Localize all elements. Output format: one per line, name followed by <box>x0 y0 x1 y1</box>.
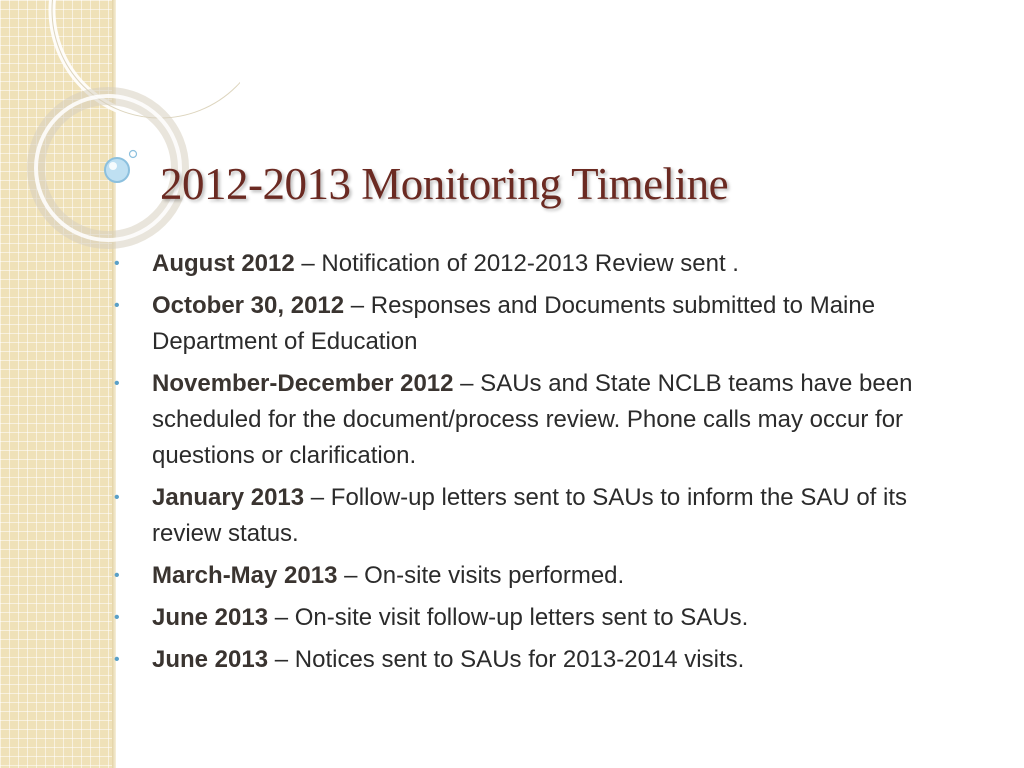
timeline-item-nov-dec-2012 <box>114 366 914 474</box>
timeline-date: October 30, 2012 <box>152 292 345 319</box>
timeline-item-august-2012 <box>114 246 914 282</box>
timeline-item-october-2012 <box>114 288 914 360</box>
timeline-description: – Notification of 2012-2013 Review sent . <box>294 250 739 277</box>
timeline-description: – SAUs and State NCLB teams have been scheduled for the document/process review. Phone calls may occur for questions or clarification. <box>152 370 913 469</box>
bullet-icon: • <box>114 609 120 626</box>
timeline-description: – Follow-up letters sent to SAUs to inform the SAU of its review status. <box>152 484 908 547</box>
timeline-description: – On-site visits performed. <box>337 562 625 589</box>
bullet-icon: • <box>114 651 120 668</box>
timeline-date: June 2013 <box>152 604 269 631</box>
timeline-date: June 2013 <box>152 646 269 673</box>
timeline-description: – Responses and Documents submitted to Maine Department of Education <box>152 292 876 355</box>
bullet-icon: • <box>114 489 120 506</box>
bullet-icon: • <box>114 297 120 314</box>
timeline-date: January 2013 <box>152 484 305 511</box>
timeline-date: March-May 2013 <box>152 562 338 589</box>
timeline-item-march-may-2013 <box>114 558 914 594</box>
bullet-icon: • <box>114 567 120 584</box>
timeline-date: November-December 2012 <box>152 370 454 397</box>
bullet-icon: • <box>114 255 120 272</box>
timeline-date: August 2012 <box>152 250 295 277</box>
timeline-item-january-2013 <box>114 480 914 552</box>
timeline-item-june-2013-notices <box>114 642 914 678</box>
timeline-item-june-2013-followup <box>114 600 914 636</box>
slide-title: 2012-2013 Monitoring Timeline <box>160 159 729 209</box>
timeline-description: – Notices sent to SAUs for 2013-2014 visits. <box>268 646 745 673</box>
timeline-list <box>114 246 914 684</box>
bullet-icon: • <box>114 375 120 392</box>
timeline-description: – On-site visit follow-up letters sent to SAUs. <box>268 604 749 631</box>
